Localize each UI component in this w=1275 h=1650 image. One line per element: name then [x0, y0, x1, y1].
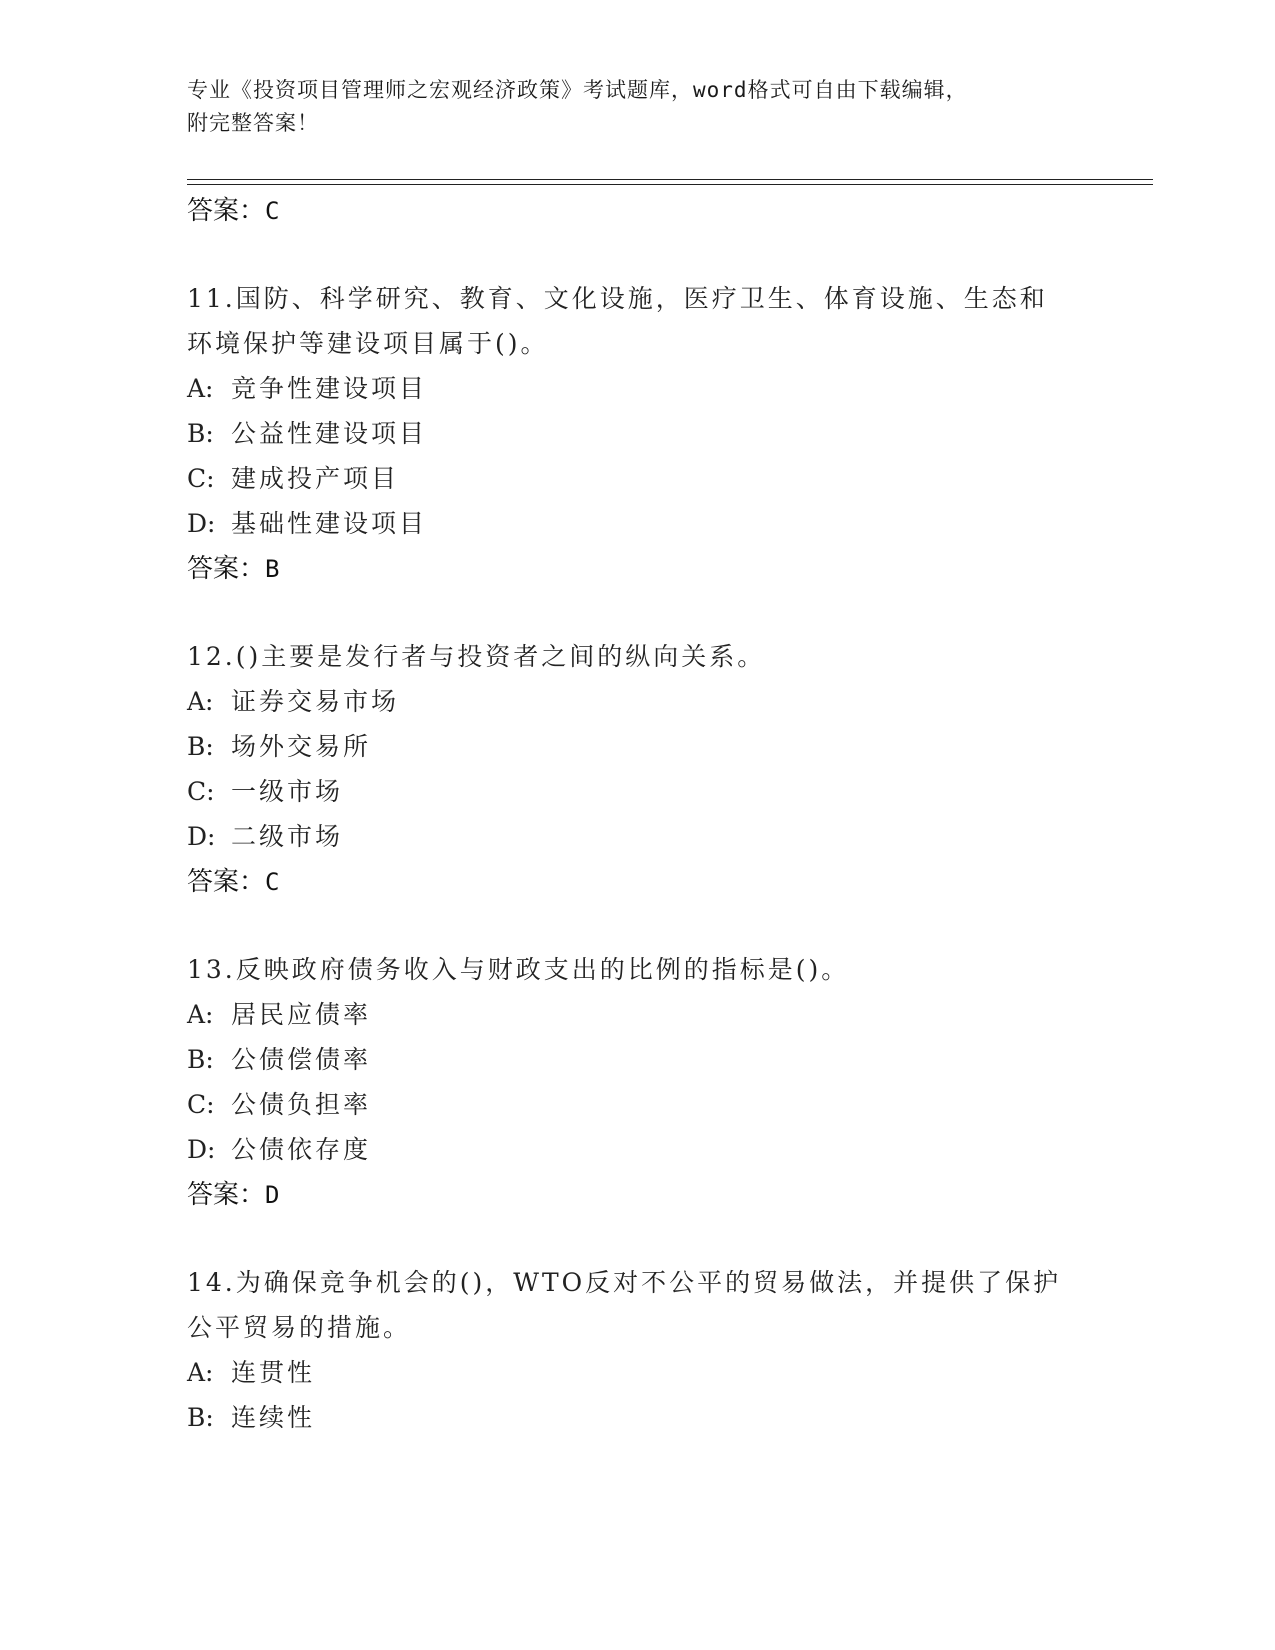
- option-letter: D:: [187, 1135, 216, 1164]
- answer-value: C: [265, 197, 280, 225]
- question-list: [187, 188, 1087, 1440]
- question-12: [187, 634, 1087, 905]
- answer-label: 答案：: [187, 196, 266, 226]
- answer-label: 答案：: [187, 867, 266, 897]
- option-text: 证券交易市场: [231, 687, 400, 716]
- option-c: [187, 456, 1087, 501]
- answer-value: B: [265, 555, 280, 583]
- option-d: [187, 501, 1087, 546]
- answer-label: 答案：: [187, 554, 266, 584]
- option-d: [187, 814, 1087, 859]
- option-text: 连贯性: [231, 1358, 316, 1387]
- option-a: [187, 992, 1087, 1037]
- option-text: 公债负担率: [231, 1090, 372, 1119]
- option-c: [187, 1082, 1087, 1127]
- option-text: 竞争性建设项目: [231, 374, 428, 403]
- header-divider-top: [187, 179, 1153, 180]
- option-letter: A:: [187, 1000, 214, 1029]
- answer-q10: [187, 188, 1087, 234]
- question-line-2: 环境保护等建设项目属于()。: [187, 329, 549, 358]
- option-letter: D:: [187, 822, 216, 851]
- option-d: [187, 1127, 1087, 1172]
- option-text: 公益性建设项目: [231, 419, 428, 448]
- question-text: [187, 1260, 1087, 1350]
- question-line-1: 14.为确保竞争机会的()，WTO反对不公平的贸易做法，并提供了保护: [187, 1268, 1062, 1297]
- answer-q12: [187, 859, 1087, 905]
- option-a: [187, 1350, 1087, 1395]
- header-line-1: 专业《投资项目管理师之宏观经济政策》考试题库，word格式可自由下载编辑，: [187, 78, 968, 102]
- option-b: [187, 724, 1087, 769]
- option-b: [187, 1037, 1087, 1082]
- option-b: [187, 1395, 1087, 1440]
- question-11: [187, 276, 1087, 592]
- question-14: [187, 1260, 1087, 1440]
- option-text: 二级市场: [231, 822, 344, 851]
- answer-value: C: [265, 868, 280, 896]
- option-text: 建成投产项目: [231, 464, 400, 493]
- header-line-2: 附完整答案！: [187, 111, 319, 135]
- question-text: [187, 634, 1087, 679]
- option-letter: B:: [187, 419, 214, 448]
- option-letter: A:: [187, 1358, 214, 1387]
- option-text: 公债依存度: [231, 1135, 372, 1164]
- option-a: [187, 366, 1087, 411]
- option-a: [187, 679, 1087, 724]
- option-letter: C:: [187, 1090, 215, 1119]
- answer-q13: [187, 1172, 1087, 1218]
- option-c: [187, 769, 1087, 814]
- question-line-1: 12.()主要是发行者与投资者之间的纵向关系。: [187, 642, 766, 671]
- option-letter: D:: [187, 509, 216, 538]
- option-letter: B:: [187, 1045, 214, 1074]
- question-text: [187, 276, 1087, 366]
- option-text: 连续性: [231, 1403, 316, 1432]
- question-line-2: 公平贸易的措施。: [187, 1313, 412, 1342]
- option-text: 场外交易所: [231, 732, 372, 761]
- question-line-1: 11.国防、科学研究、教育、文化设施，医疗卫生、体育设施、生态和: [187, 284, 1048, 313]
- option-letter: B:: [187, 1403, 214, 1432]
- answer-label: 答案：: [187, 1180, 266, 1210]
- option-letter: A:: [187, 374, 214, 403]
- option-text: 一级市场: [231, 777, 344, 806]
- answer-q11: [187, 546, 1087, 592]
- option-letter: C:: [187, 777, 215, 806]
- question-13: [187, 947, 1087, 1218]
- question-text: [187, 947, 1087, 992]
- document-header: [187, 74, 1087, 140]
- option-text: 公债偿债率: [231, 1045, 372, 1074]
- answer-value: D: [265, 1181, 280, 1209]
- option-letter: B:: [187, 732, 214, 761]
- header-divider-bottom: [187, 184, 1153, 185]
- option-letter: C:: [187, 464, 215, 493]
- option-text: 居民应债率: [231, 1000, 372, 1029]
- option-b: [187, 411, 1087, 456]
- question-line-1: 13.反映政府债务收入与财政支出的比例的指标是()。: [187, 955, 850, 984]
- option-text: 基础性建设项目: [231, 509, 428, 538]
- option-letter: A:: [187, 687, 214, 716]
